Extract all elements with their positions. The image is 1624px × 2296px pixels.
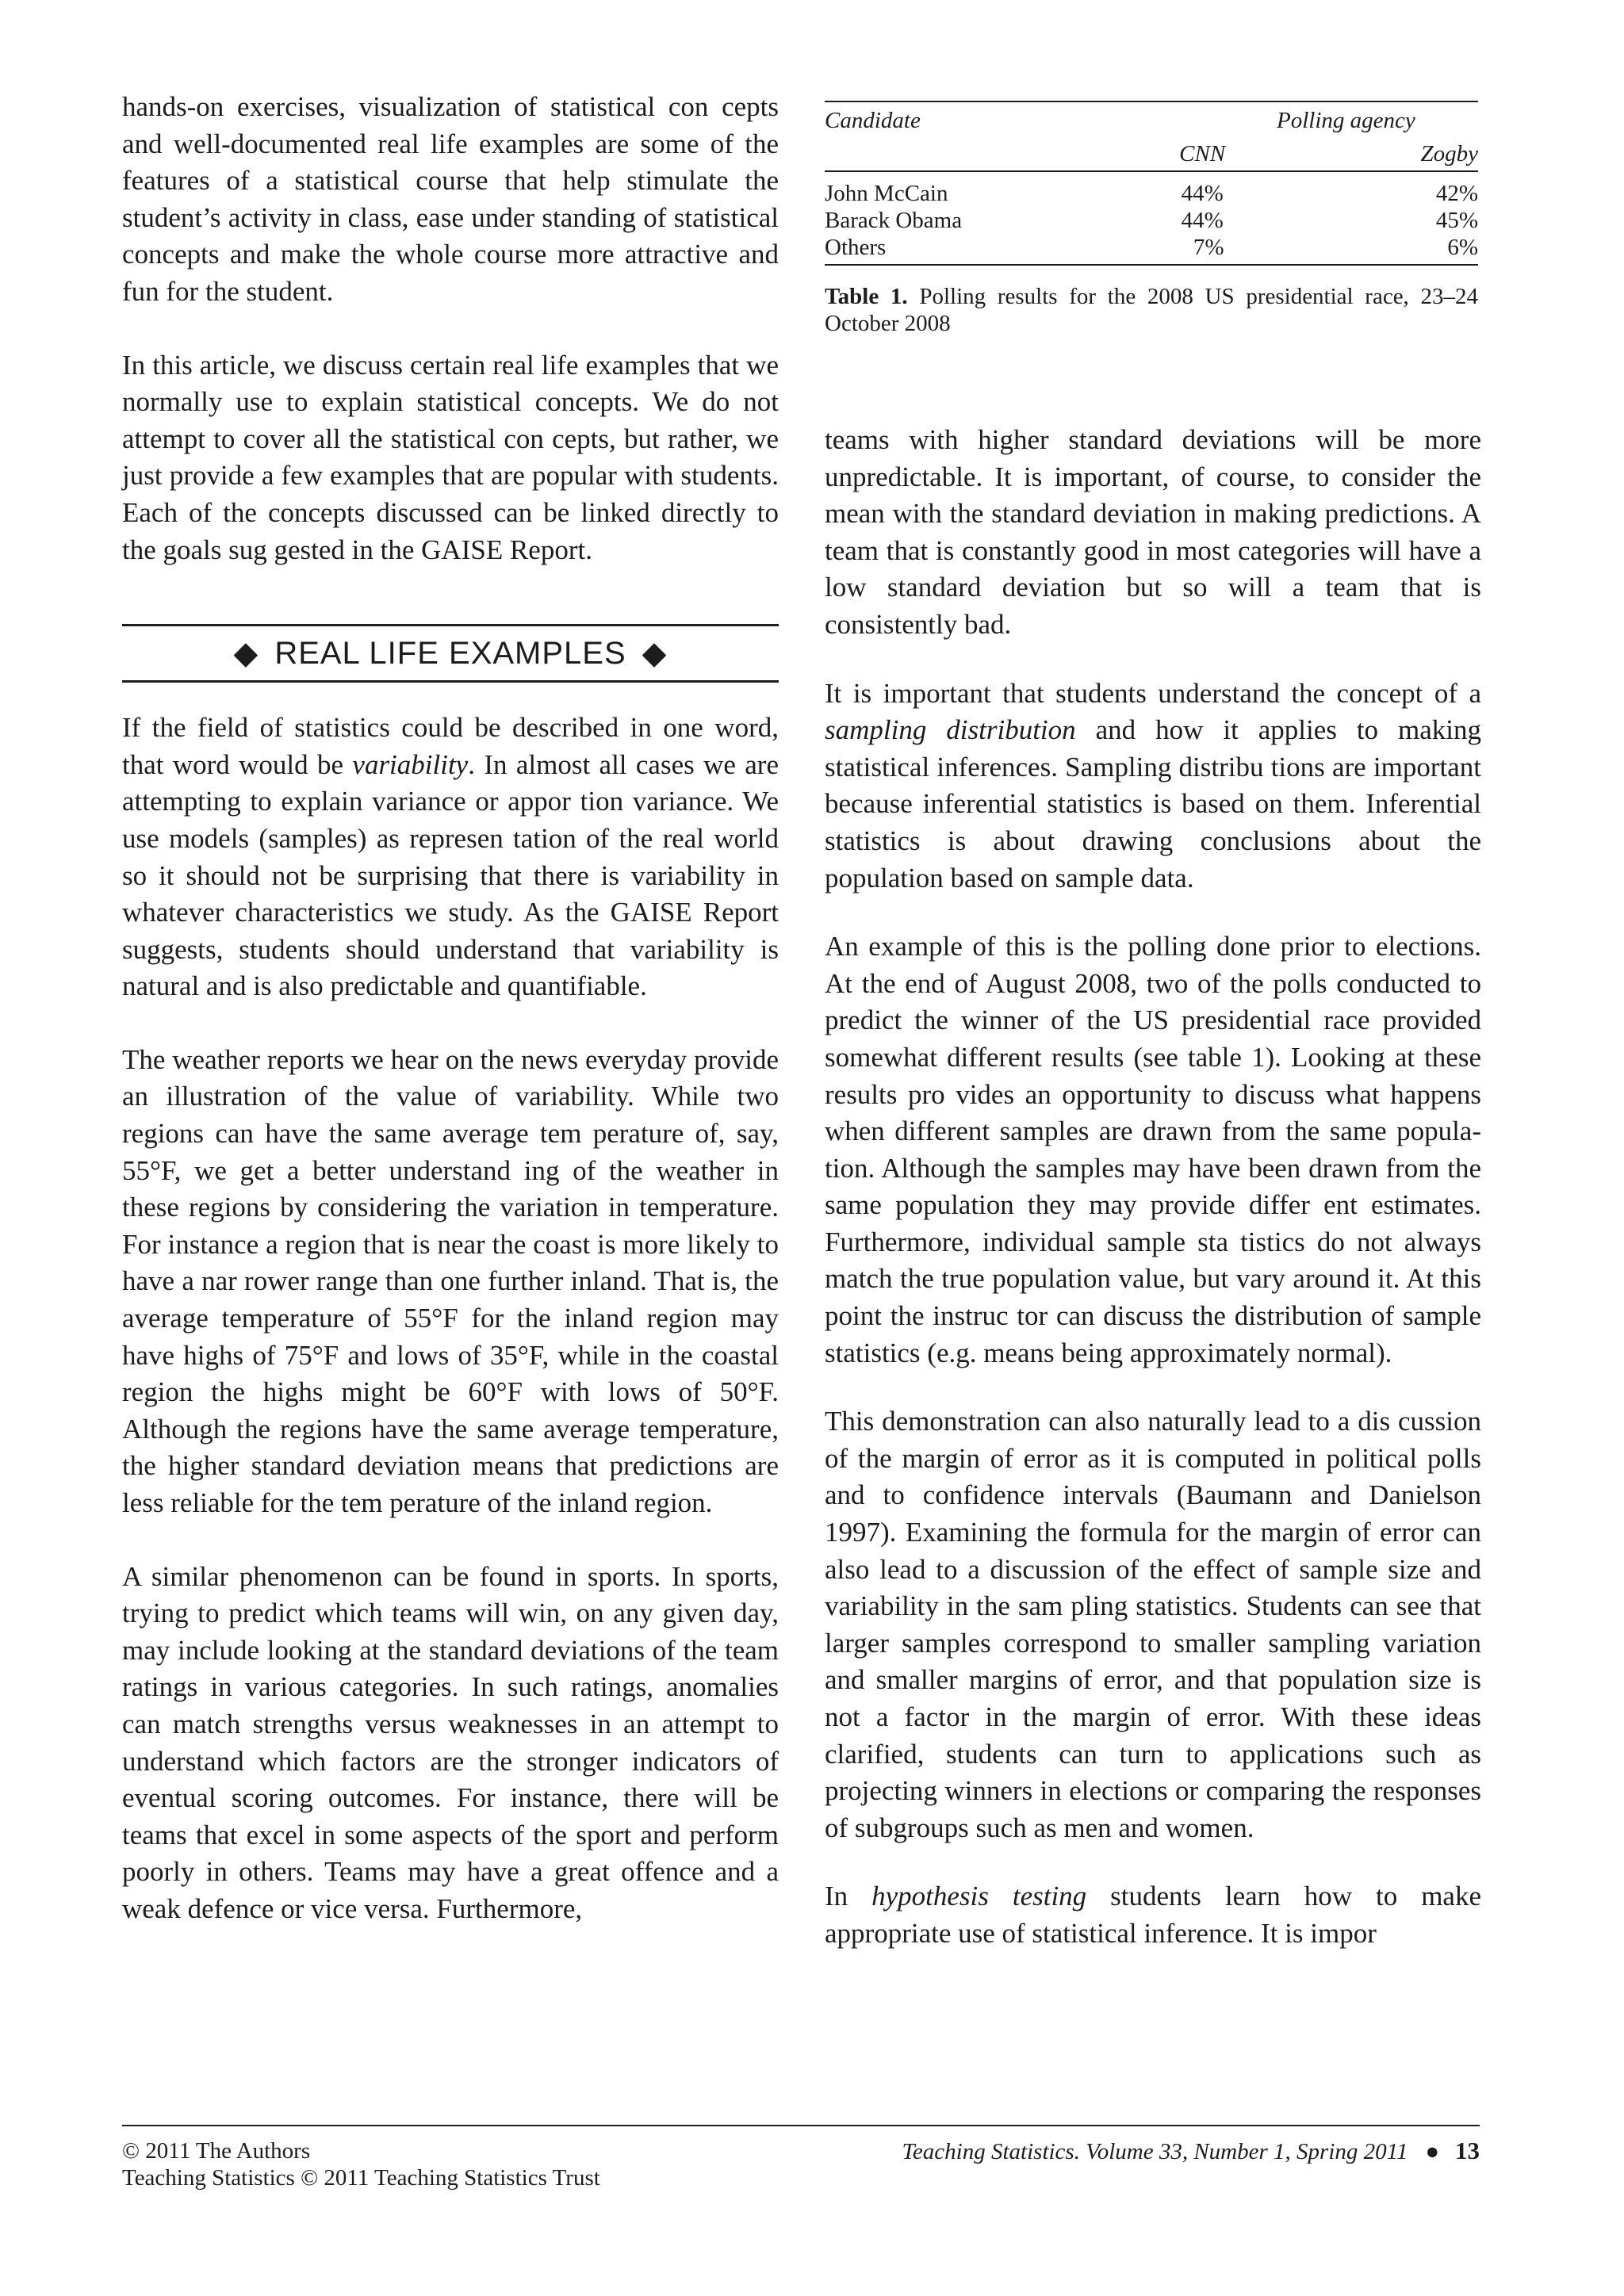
diamond-icon: ◆ xyxy=(642,636,668,672)
header-zogby: Zogby xyxy=(1420,141,1478,166)
bullet-icon: ● xyxy=(1425,2139,1439,2164)
paragraph-sampling-distribution: It is important that students understand the concept of a sampling distribution and how it applies to making statistical inferences. Sampling distribu tions are important because inferential statistics is based on them. Inferential statistics is about drawing conclusions about the population based on sample data. xyxy=(825,677,1481,894)
paragraph-article-scope: In this article, we discuss certain real life examples that we normally use to explain statistical concepts. We do not attempt to cover all the statistical con cepts, but rather, we just provide a few examples that are popular with students. Each of the concepts discussed can be linked directly to the goals sug gested in the GAISE Report. xyxy=(122,349,779,565)
diamond-icon: ◆ xyxy=(233,636,259,672)
header-candidate: Candidate xyxy=(825,108,921,133)
table-caption: Table 1. Polling results for the 2008 US presidential race, 23–24 October 2008 xyxy=(825,284,1478,336)
paragraph-sports: A similar phenomenon can be found in sports. In sports, trying to predict which teams will win, on any given day, may include looking at the standard deviations of the team ratings in various categories. In such ratings, anomalies can match strengths versus weaknesses in an attempt to understand which factors are the stronger indicators of eventual scoring outcomes. For instance, there will be teams that excel in some aspects of the sport and perform poorly in others. Teams may have a great offence and a weak defence or vice versa. Furthermore, xyxy=(122,1560,779,1924)
header-polling-agency: Polling agency xyxy=(1277,108,1415,133)
footer-journal-info xyxy=(902,2137,1480,2165)
table-row: Others 7% 6% xyxy=(825,234,1478,265)
right-column xyxy=(825,422,1481,1953)
section-heading xyxy=(122,624,779,683)
journal-citation: Teaching Statistics. Volume 33, Number 1, Spring 2011 xyxy=(902,2139,1408,2164)
left-column xyxy=(122,89,779,1928)
paragraph-weather: The weather reports we hear on the news everyday provide an illustration of the value of variability. While two regions can have the same average tem perature of, say, 55°F, we get a better understand ing of the weather in these regions by considering the variation in temperature. For instance a region that is near the coast is more likely to have a nar rower range than one further inland. That is, the average temperature of 55°F for the inland region may have highs of 75°F and lows of 35°F, while in the coastal region the highs might be 60°F with lows of 50°F. Although the regions have the same average temperature, the higher standard deviation means that predictions are less reliable for the tem perature of the inland region. xyxy=(122,1043,779,1518)
section-heading-text: REAL LIFE EXAMPLES xyxy=(274,635,626,671)
table-row: Barack Obama 44% 45% xyxy=(825,208,1478,233)
header-cnn: CNN xyxy=(1179,141,1226,166)
page-footer xyxy=(122,2125,1480,2191)
paragraph-sports-continued: teams with higher standard deviations will be more unpredictable. It is important, of course, to consider the mean with the standard deviation in making predictions. A team that is constantly good in most categories will have a low standard deviation but so will a team that is consistently bad. xyxy=(825,424,1481,640)
paragraph-margin-of-error: This demonstration can also naturally lead to a dis cussion of the margin of error as it is computed in political polls and to confidence intervals (Baumann and Danielson 1997). Examining the formula for the margin of error can also lead to a discussion of the effect of sample size and variability in the sam pling statistics. Students can see that larger samples correspond to smaller sampling variation and smaller margins of error, and that population size is not a factor in the margin of error. With these ideas clarified, students can turn to applications such as projecting winners in elections or comparing the responses of subgroups such as men and women. xyxy=(825,1406,1481,1843)
paragraph-polling-example: An example of this is the polling done prior to elections. At the end of August 2008, two of the polls conducted to predict the winner of the US presidential race provided somewhat different results (see table 1). Looking at these results pro vides an opportunity to discuss what happens when different samples are drawn from the same popula tion. Although the samples may have been drawn from the same population they may provide differ ent estimates. Furthermore, individual sample sta tistics do not always match the true population value, but vary around it. At this point the instruc tor can discuss the distribution of sample statistics (e.g. means being approximately normal). xyxy=(825,931,1481,1368)
footer-copyright: © 2011 The Authors Teaching Statistics © 2011 Teaching Statistics Trust xyxy=(122,2138,600,2191)
paragraph-intro-continued: hands-on exercises, visualization of statistical con cepts and well-documented real life examples are some of the features of a statistical course that help stimulate the student’s activity in class, ease under standing of statistical concepts and make the whole course more attractive and fun for the student. xyxy=(122,91,779,307)
page-number: 13 xyxy=(1455,2137,1480,2164)
paragraph-hypothesis-testing: In hypothesis testing students learn how to make appropriate use of statistical inference. It is impor xyxy=(825,1881,1481,1949)
polling-table xyxy=(825,101,1478,266)
paragraph-variability: If the field of statistics could be described in one word, that word would be variability. In almost all cases we are attempting to explain variance or appor tion variance. We use models (samples) as represen tation of the real world so it should not be surprising that there is variability in whatever characteristics we study. As the GAISE Report suggests, students should understand that variability is natural and is also predictable and quantifiable. xyxy=(122,712,779,1002)
table-1 xyxy=(825,101,1478,337)
table-row: John McCain 44% 42% xyxy=(825,181,1478,206)
